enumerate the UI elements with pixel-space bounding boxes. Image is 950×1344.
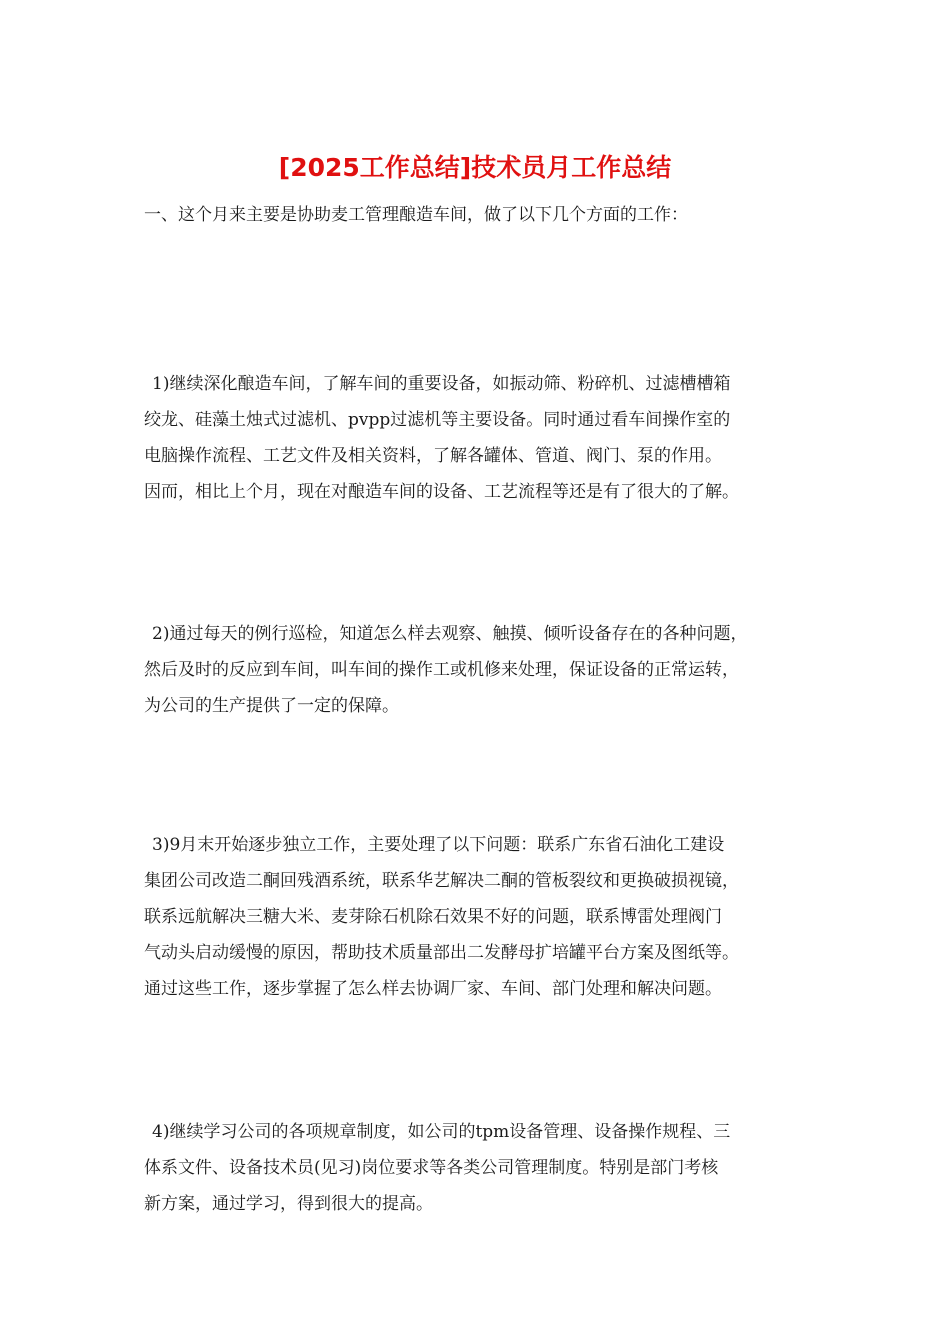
paragraph-line: 气动头启动缓慢的原因，帮助技术质量部出二发酵母扩培罐平台方案及图纸等。 [144,943,739,963]
paragraph-line: 因而，相比上个月，现在对酿造车间的设备、工艺流程等还是有了很大的了解。 [144,482,739,502]
paragraph-1 [144,366,824,510]
paragraph-line: 3)9月末开始逐步独立工作，主要处理了以下问题：联系广东省石油化工建设 [152,835,725,855]
paragraph-line: 联系远航解决三糖大米、麦芽除石机除石效果不好的问题，联系博雷处理阀门 [144,907,722,927]
paragraph-4 [144,1114,824,1222]
paragraph-line: 然后及时的反应到车间，叫车间的操作工或机修来处理，保证设备的正常运转， [144,660,739,680]
paragraph-line: 绞龙、硅藻土烛式过滤机、pvpp过滤机等主要设备。同时通过看车间操作室的 [144,410,731,430]
paragraph-line: 1)继续深化酿造车间，了解车间的重要设备，如振动筛、粉碎机、过滤槽槽箱 [152,374,731,394]
paragraph-line: 体系文件、设备技术员(见习)岗位要求等各类公司管理制度。特别是部门考核 [144,1158,719,1178]
paragraph-line: 电脑操作流程、工艺文件及相关资料，了解各罐体、管道、阀门、泵的作用。 [144,446,722,466]
paragraph-line: 4)继续学习公司的各项规章制度，如公司的tpm设备管理、设备操作规程、三 [152,1122,731,1142]
intro-text: 一、这个月来主要是协助麦工管理酿造车间，做了以下几个方面的工作： [144,205,688,225]
paragraph-line: 通过这些工作，逐步掌握了怎么样去协调厂家、车间、部门处理和解决问题。 [144,979,722,999]
paragraph-2 [144,616,824,724]
paragraph-line: 2)通过每天的例行巡检，知道怎么样去观察、触摸、倾听设备存在的各种问题， [152,624,748,644]
paragraph-line: 新方案，通过学习，得到很大的提高。 [144,1194,433,1214]
paragraph-3 [144,827,824,1007]
document-title: [2025工作总结]技术员月工作总结 [278,153,672,182]
paragraph-line: 集团公司改造二酮回残酒系统，联系华艺解决二酮的管板裂纹和更换破损视镜， [144,871,739,891]
paragraph-line: 为公司的生产提供了一定的保障。 [144,696,399,716]
